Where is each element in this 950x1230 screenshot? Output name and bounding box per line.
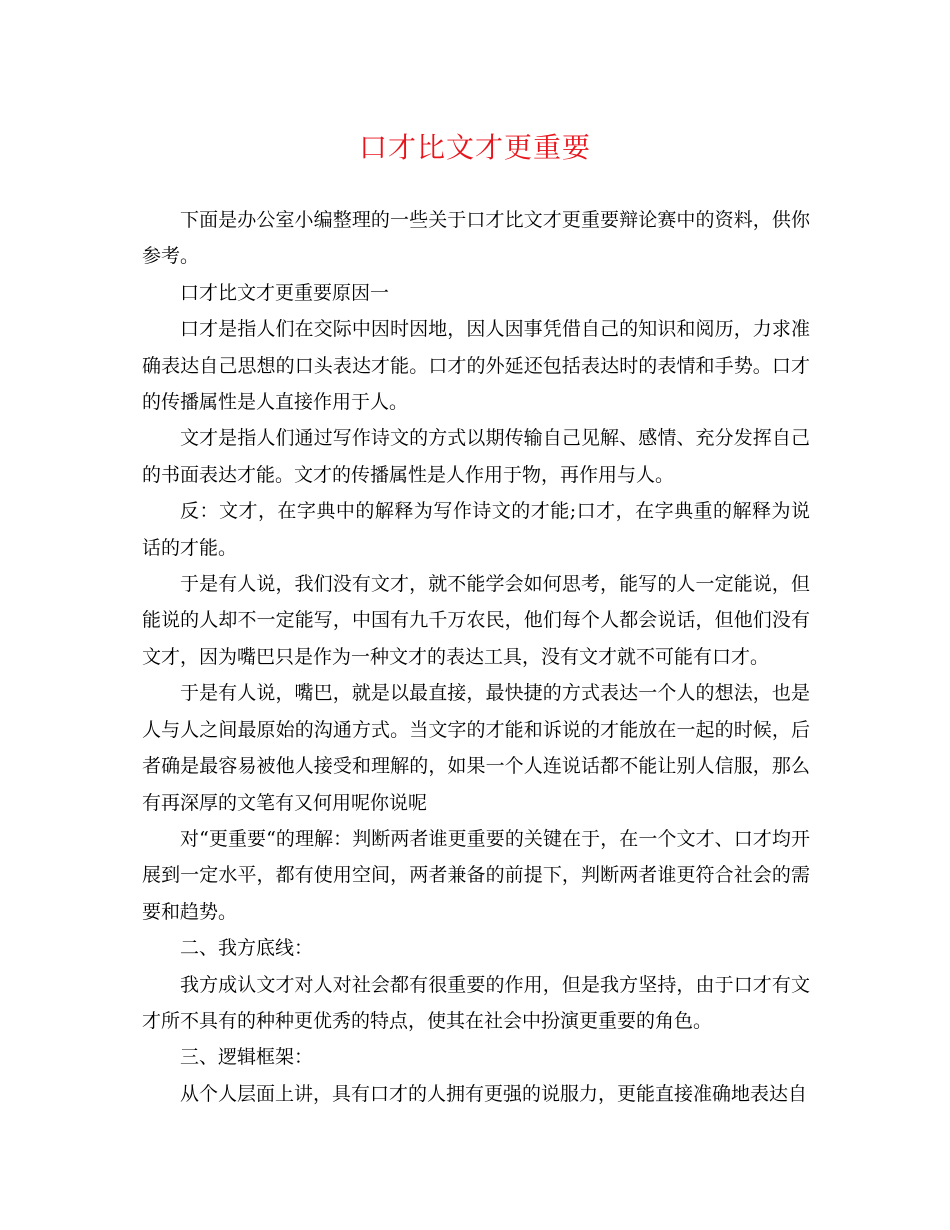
- paragraph-argument-two: 于是有人说，嘴巴，就是以最直接，最快捷的方式表达一个人的想法，也是人与人之间最原始的沟通方式。当文字的才能和诉说的才能放在一起的时候，后者确是最容易被他人接受和理解的，如果一个人连说话都不能让别人信服，那么有再深厚的文笔有又何用呢你说呢: [142, 682, 810, 814]
- paragraph-intro: 下面是办公室小编整理的一些关于口才比文才更重要辩论赛中的资料，供你参考。: [142, 209, 810, 268]
- paragraph-baseline: 我方成认文才对人对社会都有很重要的作用，但是我方坚持，由于口才有文才所不具有的种种更优秀的特点，使其在社会中扮演更重要的角色。: [142, 973, 810, 1032]
- paragraph-importance-understanding: 对“更重要“的理解：判断两者谁更重要的关键在于，在一个文才、口才均开展到一定水平，都有使用空间，两者兼备的前提下，判断两者谁更符合社会的需要和趋势。: [142, 827, 810, 923]
- paragraph-baseline-heading: 二、我方底线：: [180, 937, 314, 960]
- paragraph-literary-definition: 文才是指人们通过写作诗文的方式以期传输自己见解、感情、充分发挥自己的书面表达才能。文才的传播属性是人作用于物，再作用与人。: [142, 427, 810, 486]
- paragraph-counter-dictionary: 反：文才，在字典中的解释为写作诗文的才能;口才，在字典重的解释为说话的才能。: [142, 500, 810, 559]
- paragraph-framework-heading: 三、逻辑框架：: [180, 1046, 314, 1069]
- paragraph-argument-one: 于是有人说，我们没有文才，就不能学会如何思考，能写的人一定能说，但能说的人却不一定能写，中国有九千万农民，他们每个人都会说话，但他们没有文才，因为嘴巴只是作为一种文才的表达工具，没有文才就不可能有口才。: [142, 573, 810, 668]
- paragraph-framework: 从个人层面上讲，具有口才的人拥有更强的说服力，更能直接准确地表达自: [180, 1082, 808, 1105]
- paragraph-eloquence-definition: 口才是指人们在交际中因时因地，因人因事凭借自己的知识和阅历，力求准确表达自己思想的口头表达才能。口才的外延还包括表达时的表情和手势。口才的传播属性是人直接作用于人。: [142, 318, 810, 414]
- document-body: [142, 202, 810, 1112]
- paragraph-reason-heading: 口才比文才更重要原因一: [180, 281, 390, 304]
- document-title: 口才比文才更重要: [358, 131, 591, 164]
